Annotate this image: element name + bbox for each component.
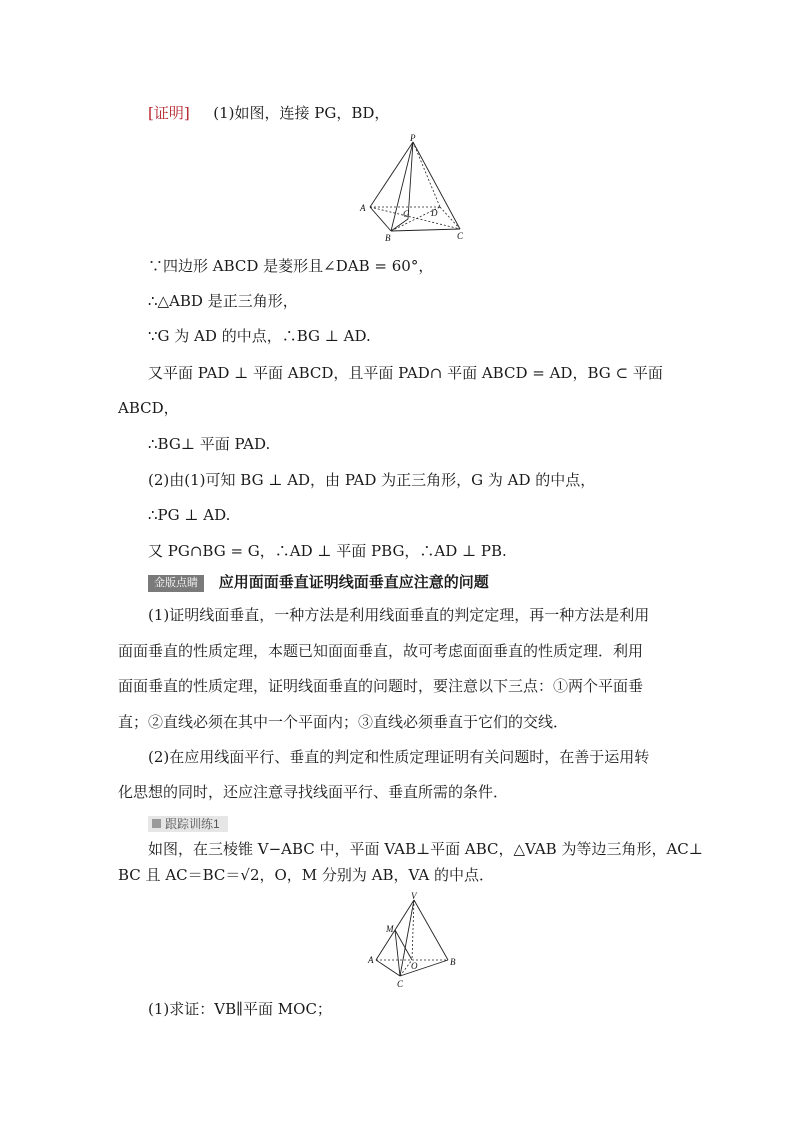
- proof-line-5: 又平面 PAD ⊥ 平面 ABCD，且平面 PAD∩ 平面 ABCD = AD，BG ⊂ 平面: [148, 364, 663, 382]
- label-b: B: [385, 233, 391, 243]
- tip-line-2: 面面垂直的性质定理，本题已知面面垂直，故可考虑面面垂直的性质定理．利用: [118, 642, 644, 660]
- figure-pyramid-pabcd: [356, 133, 472, 245]
- exercise-line-2: BC 且 AC＝BC＝√2，O，M 分别为 AB，VA 的中点．: [118, 866, 494, 884]
- proof-line-1: (1)如图，连接 PG，BD，: [213, 104, 390, 122]
- label-c: C: [457, 231, 464, 241]
- figure-pyramid-vabc: [366, 892, 460, 990]
- label-m: M: [386, 924, 394, 934]
- tip-line-6: 化思想的同时，还应注意寻找线面平行、垂直所需的条件．: [118, 783, 509, 801]
- label-g: G: [403, 209, 410, 219]
- proof-line-8: (2)由(1)可知 BG ⊥ AD，由 PAD 为正三角形，G 为 AD 的中点，: [148, 471, 596, 489]
- proof-line-2: ∵四边形 ABCD 是菱形且∠DAB = 60°，: [148, 257, 434, 275]
- proof-line-4: ∵G 为 AD 的中点，∴BG ⊥ AD.: [148, 327, 371, 345]
- proof-line-7: ∴BG⊥ 平面 PAD.: [148, 435, 271, 453]
- label-a2: A: [368, 955, 374, 965]
- exercise-question-1: (1)求证：VB∥平面 MOC；: [148, 1000, 332, 1018]
- label-d: D: [431, 208, 438, 218]
- proof-line-6: ABCD，: [118, 399, 179, 417]
- label-c2: C: [397, 979, 404, 989]
- square-icon: [152, 819, 161, 828]
- label-p: P: [410, 133, 416, 143]
- tip-line-3: 面面垂直的性质定理，证明线面垂直的问题时，要注意以下三点：①两个平面垂: [118, 677, 644, 695]
- proof-line-3: ∴△ABD 是正三角形，: [148, 292, 298, 310]
- proof-first-line: [148, 102, 389, 124]
- tip-line-1: (1)证明线面垂直，一种方法是利用线面垂直的判定定理，再一种方法是利用: [148, 606, 650, 624]
- proof-line-10: 又 PG∩BG = G，∴AD ⊥ 平面 PBG，∴AD ⊥ PB.: [148, 542, 507, 560]
- exercise-line-1: 如图，在三棱锥 V−ABC 中，平面 VAB⊥平面 ABC，△VAB 为等边三角形，AC⊥: [148, 840, 703, 858]
- exercise-header: [148, 812, 228, 834]
- proof-line-9: ∴PG ⊥ AD.: [148, 506, 231, 524]
- label-b2: B: [450, 957, 456, 967]
- label-o: O: [411, 961, 418, 971]
- tip-line-5: (2)在应用线面平行、垂直的判定和性质定理证明有关问题时，在善于运用转: [148, 748, 650, 766]
- tip-heading: 应用面面垂直证明线面垂直应注意的问题: [218, 574, 489, 591]
- exercise-badge-label: 跟踪训练1: [165, 816, 220, 831]
- tip-badge: 金版点睛: [148, 575, 204, 592]
- exercise-badge: [148, 816, 228, 832]
- tip-header: [148, 571, 489, 594]
- tip-line-4: 直；②直线必须在其中一个平面内；③直线必须垂直于它们的交线．: [118, 713, 569, 731]
- label-v: V: [411, 892, 417, 901]
- label-a: A: [360, 203, 366, 213]
- proof-tag: [证明]: [148, 104, 190, 122]
